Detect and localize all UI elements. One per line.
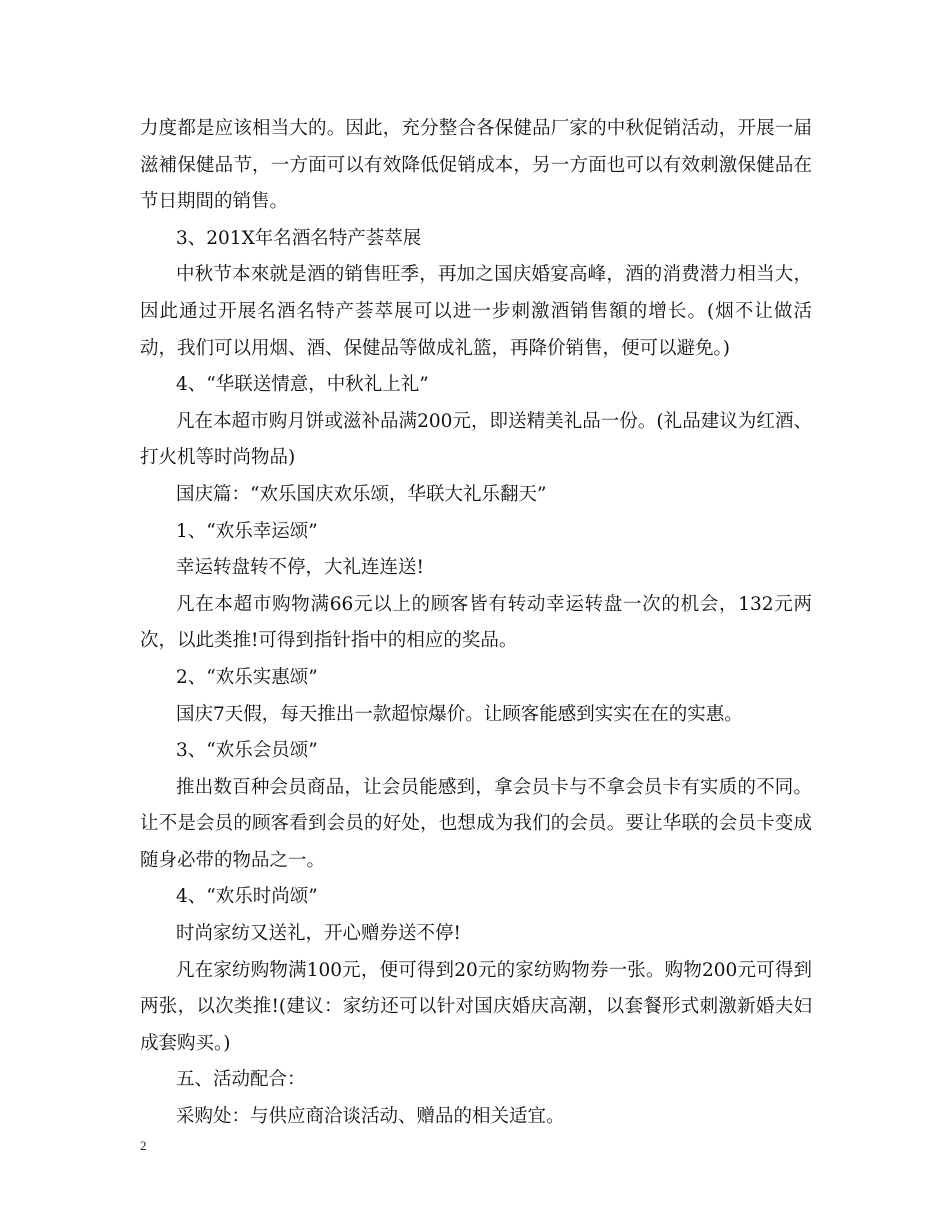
page-number: 2 <box>140 1138 147 1153</box>
document-body <box>140 111 812 1136</box>
paragraph: 4、“华联送情意，中秋礼上礼” <box>176 374 429 396</box>
paragraph: 3、201X年名酒名特产荟萃展 <box>176 227 422 249</box>
paragraph: 凡在本超市购物满66元以上的顾客皆有转动幸运转盘一次的机会，132元两次，以此类推!可得到指针指中的相应的奖品。 <box>140 593 812 652</box>
paragraph: 五、活动配合： <box>176 1069 306 1091</box>
paragraph: 2、“欢乐实惠颂” <box>176 666 318 688</box>
paragraph: 采购处：与供应商洽谈活动、赠品的相关适宜。 <box>176 1106 565 1128</box>
paragraph: 凡在本超市购月饼或滋补品满200元，即送精美礼品一份。(礼品建议为红酒、打火机等时尚物品) <box>140 410 812 469</box>
paragraph: 力度都是应该相当大的。因此，充分整合各保健品厂家的中秋促销活动，开展一届滋補保健品节，一方面可以有效降低促销成本，另一方面也可以有效刺激保健品在节日期間的销售。 <box>140 118 812 213</box>
paragraph: 国庆7天假，每天推出一款超惊爆价。让顾客能感到实实在在的实惠。 <box>176 703 743 725</box>
paragraph: 1、“欢乐幸运颂” <box>176 520 318 542</box>
paragraph: 中秋节本來就是酒的销售旺季，再加之国庆婚宴高峰，酒的消费潜力相当大，因此通过开展名酒名特产荟萃展可以进一步刺激酒销售額的增长。(烟不让做活动，我们可以用烟、酒、保健品等做成礼篮，再降价销售，便可以避免。) <box>140 264 812 359</box>
paragraph: 3、“欢乐会员颂” <box>176 740 318 762</box>
paragraph: 4、“欢乐时尚颂” <box>176 886 318 908</box>
paragraph: 时尚家纺又送礼，开心赠券送不停! <box>176 923 461 945</box>
paragraph: 推出数百种会员商品，让会员能感到，拿会员卡与不拿会员卡有实质的不同。让不是会员的顾客看到会员的好处，也想成为我们的会员。要让华联的会员卡变成随身必带的物品之一。 <box>140 776 812 871</box>
paragraph: 幸运转盘转不停，大礼连连送! <box>176 557 424 579</box>
paragraph: 国庆篇：“欢乐国庆欢乐颂，华联大礼乐翻天” <box>176 483 547 505</box>
paragraph: 凡在家纺购物满100元，便可得到20元的家纺购物券一张。购物200元可得到两张，以次类推!(建议：家纺还可以针对国庆婚庆高潮，以套餐形式刺激新婚夫妇成套购买。) <box>140 959 812 1054</box>
